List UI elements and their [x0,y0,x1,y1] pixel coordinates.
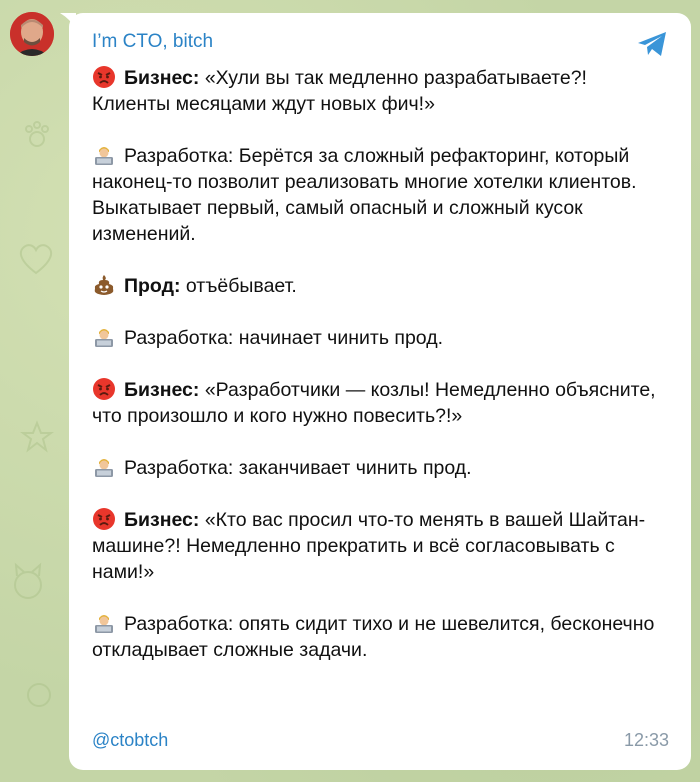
message-paragraph [92,377,669,429]
technologist-icon [92,325,116,349]
speaker-label: Бизнес: [124,67,200,89]
telegram-share-icon [635,27,669,61]
message-paragraph [92,507,669,585]
speaker-label: Разработка: [124,613,234,635]
message-line-text: Берётся за сложный рефакторинг, который наконец-то позволит реализовать многие хотелки клиентов. Выкатывает первый, самый опасный и сложный кусок изменений. [92,145,637,245]
pile-of-poo-icon [92,273,116,297]
message-bubble [69,13,691,770]
wallpaper-doodle-cat-icon [6,560,50,604]
angry-face-icon [92,377,116,401]
message-footer [92,730,669,752]
message-paragraph [92,143,669,247]
technologist-icon [92,455,116,479]
channel-name[interactable]: I’m CTO, bitch [92,31,214,52]
speaker-label: Разработка: [124,457,234,479]
wallpaper-doodle-star-icon [20,420,54,454]
share-button[interactable] [635,27,669,61]
message-line-text: заканчивает чинить прод. [233,457,472,479]
wallpaper-doodle-circle-icon [24,680,54,710]
angry-face-icon [92,507,116,531]
message-time: 12:33 [623,730,669,750]
speaker-label: Прод: [124,275,181,297]
angry-face-icon [92,65,116,89]
message-line-text: «Разработчики — козлы! Немедленно объясните, что произошло и кого нужно повесить?!» [92,379,656,427]
message-paragraph [92,65,669,117]
message-paragraph [92,611,669,663]
channel-avatar[interactable] [10,12,54,56]
channel-signature-link[interactable]: @ctobtch [92,730,169,750]
message-paragraph [92,325,669,351]
technologist-icon [92,611,116,635]
wallpaper-doodle-heart-icon [16,240,56,276]
avatar-photo-icon [10,12,54,56]
speaker-label: Бизнес: [124,379,200,401]
message-text [92,65,669,663]
message-line-text: отъёбывает. [180,275,297,297]
speaker-label: Разработка: [124,145,234,167]
speaker-label: Бизнес: [124,509,200,531]
message-paragraph [92,273,669,299]
message-line-text: начинает чинить прод. [233,327,444,349]
message-paragraph [92,455,669,481]
wallpaper-doodle-paw-icon [22,120,52,150]
technologist-icon [92,143,116,167]
message-line-text: «Кто вас просил что-то менять в вашей Шайтан-машине?! Немедленно прекратить и всё согласовывать с нами!» [92,509,646,583]
speaker-label: Разработка: [124,327,234,349]
message-line-text: «Хули вы так медленно разрабатываете?! Клиенты месяцами ждут новых фич!» [92,67,587,115]
message-line-text: опять сидит тихо и не шевелится, бесконечно откладывает сложные задачи. [92,613,655,661]
